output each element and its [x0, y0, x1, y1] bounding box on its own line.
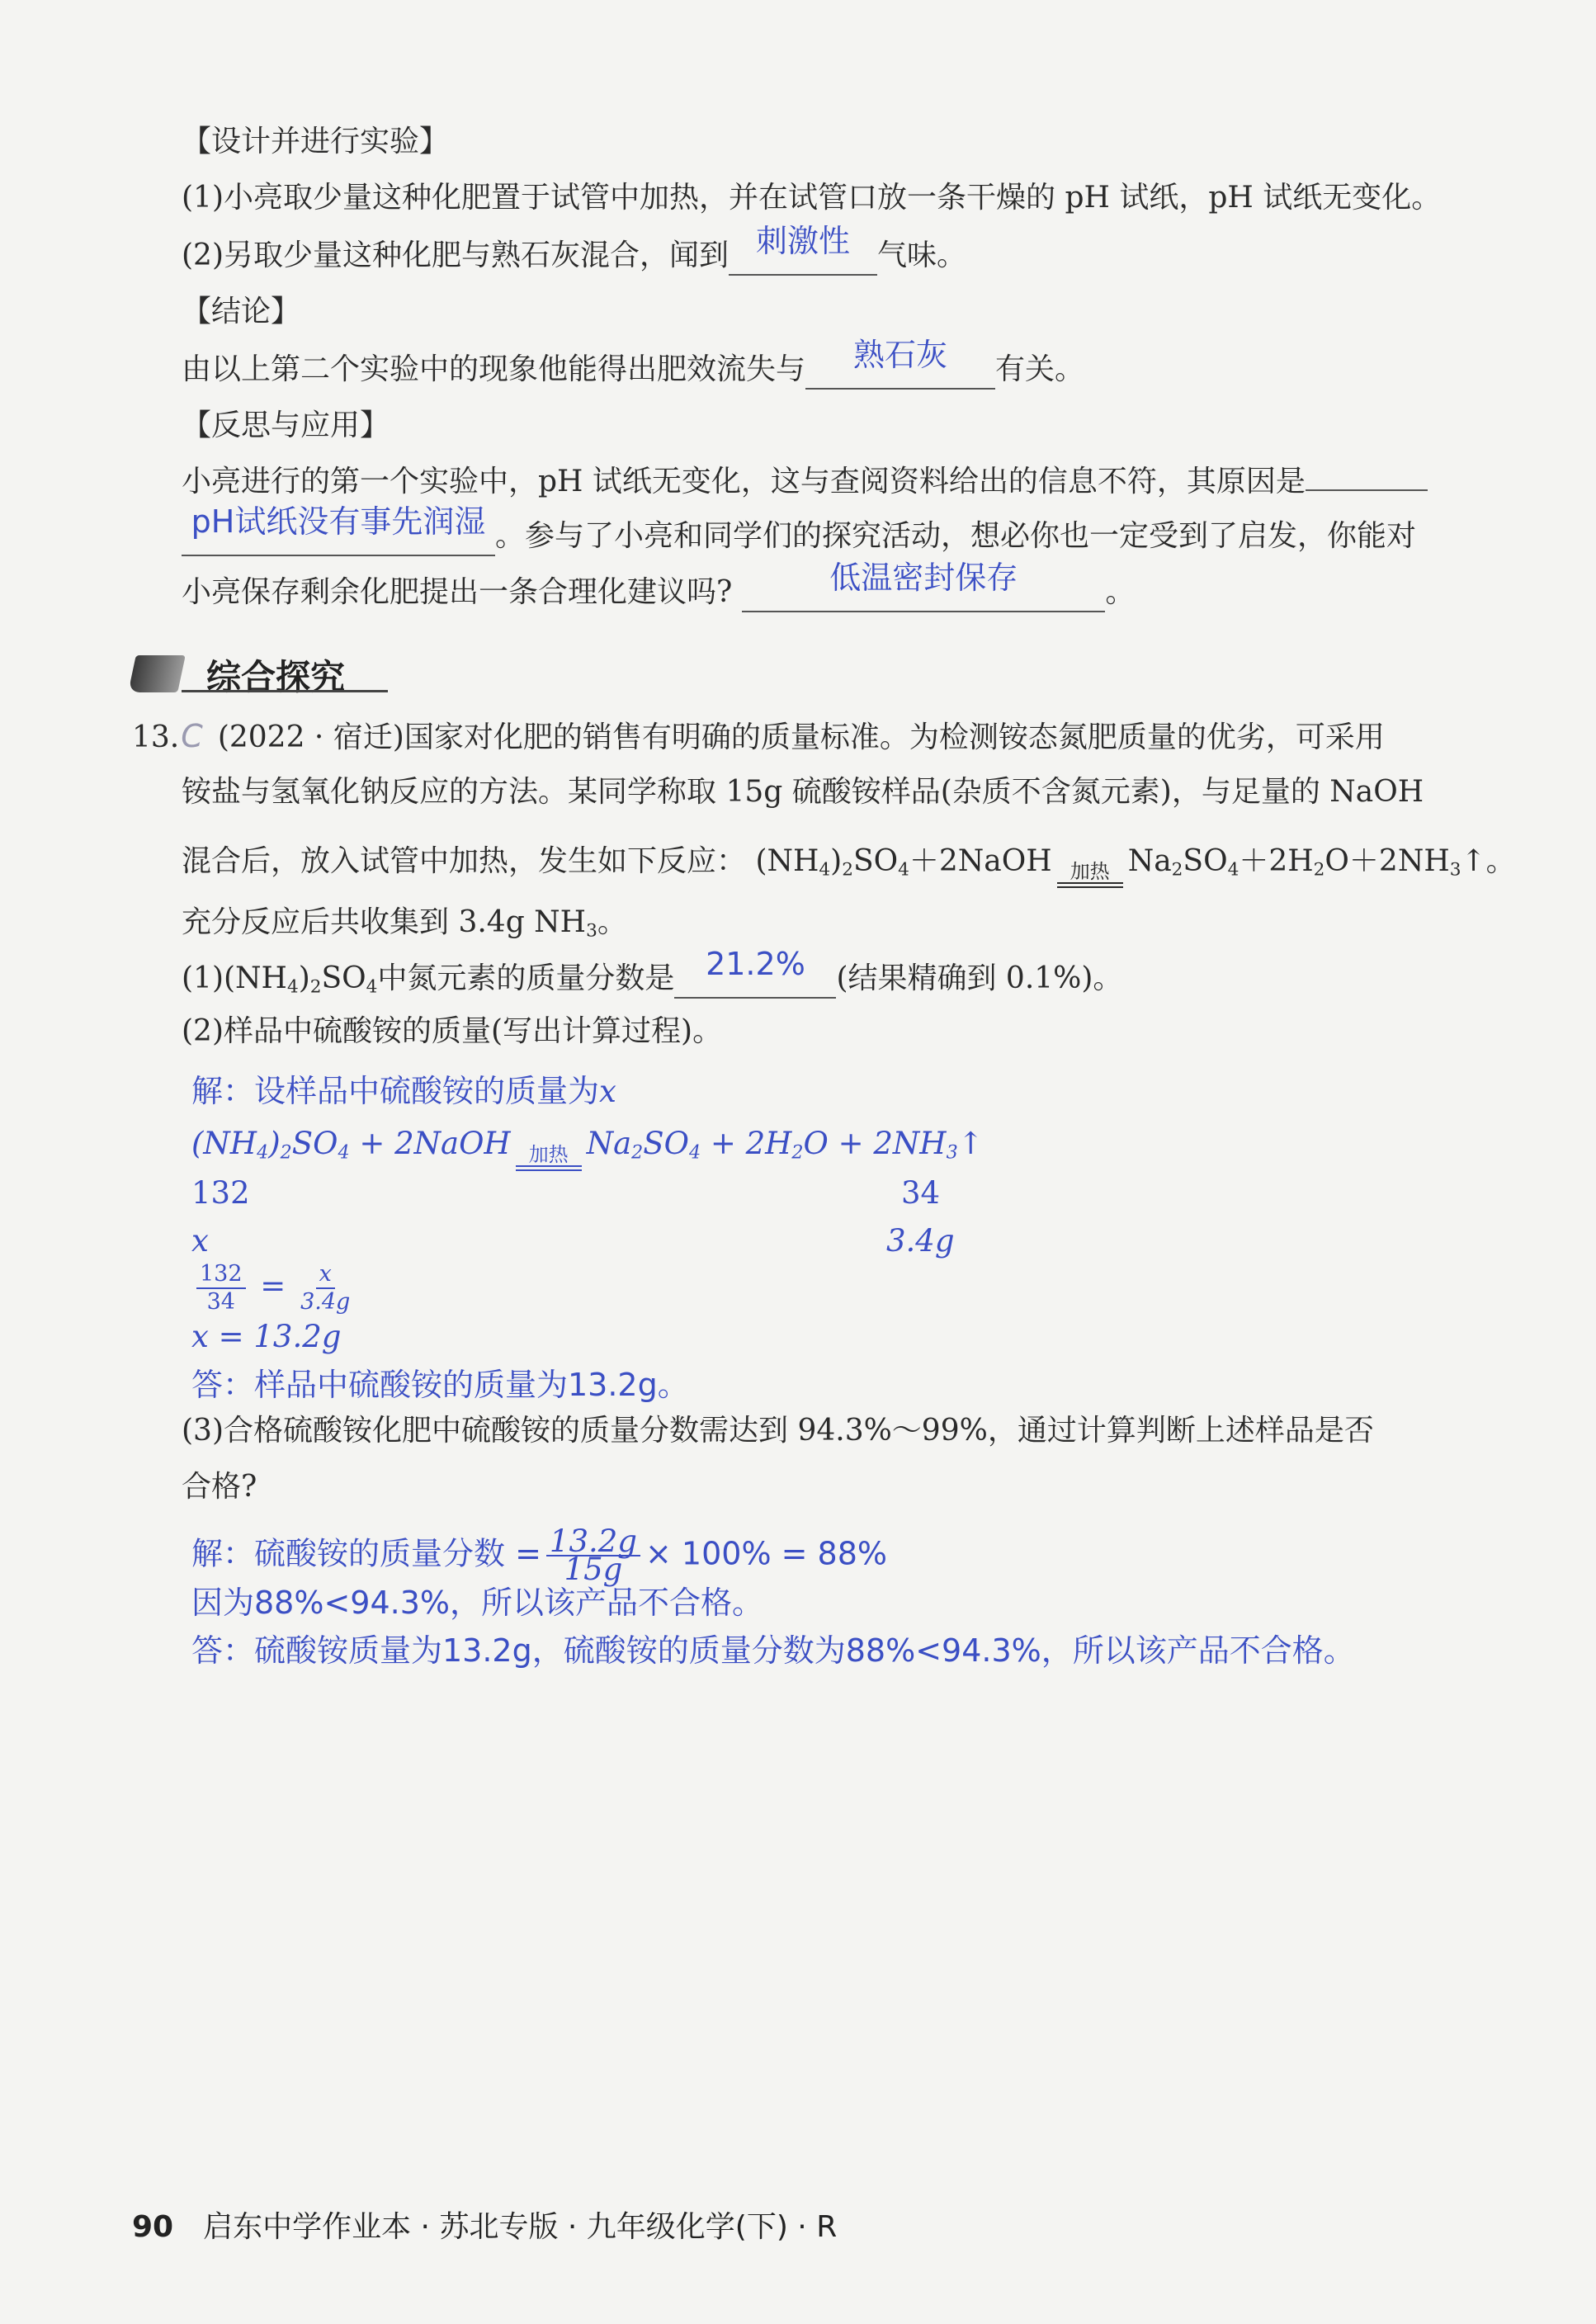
section-title: 综合探究 — [206, 657, 346, 697]
proportion: $\frac{132}{34}$ = $\frac{x}{3.4g}$ — [191, 1261, 355, 1316]
section-rule — [182, 690, 388, 692]
handwritten-answer: 刺激性 — [755, 223, 850, 259]
section-band-icon — [128, 655, 186, 692]
solution-3-line-1: 解：硫酸铵的质量分数 = $\frac{13.2g}{15g}$ × 100% = 88% — [191, 1523, 888, 1587]
ratio-row-1-right: 34 — [901, 1175, 941, 1211]
page-footer — [132, 2204, 837, 2246]
answer-blank — [182, 503, 495, 556]
solution-3-line-3: 答：硫酸铵质量为13.2g，硫酸铵的质量分数为88%<94.3%，所以该产品不合格。 — [191, 1632, 1355, 1669]
ratio-row-2-right: 3.4g — [886, 1223, 955, 1259]
experiment-1-text: (1)小亮取少量这种化肥置于试管中加热，并在试管口放一条干燥的 pH 试纸，pH 试纸无变化。 — [182, 181, 1442, 215]
fraction: $\frac{132}{34}$ — [196, 1261, 246, 1316]
question-text: 混合后，放入试管中加热，发生如下反应： — [182, 844, 747, 878]
fraction: $\frac{13.2g}{15g}$ — [546, 1528, 640, 1583]
page-number: 90 — [132, 2210, 174, 2244]
handwritten-answer: 21.2% — [706, 946, 805, 982]
section-header — [132, 647, 388, 697]
difficulty-mark: C — [181, 718, 203, 754]
answer-blank — [742, 560, 1105, 612]
q13-line-2: 铵盐与氢氧化钠反应的方法。某同学称取 15g 硫酸铵样品(杂质不含氮元素)，与足量的 NaOH — [182, 775, 1424, 809]
q13-part-2: (2)样品中硫酸铵的质量(写出计算过程)。 — [182, 1014, 723, 1048]
conclusion-text: 由以上第二个实验中的现象他能得出肥效流失与 — [182, 352, 806, 386]
reaction-condition: 加热 — [1057, 861, 1123, 888]
fraction: $\frac{x}{3.4g}$ — [300, 1261, 351, 1315]
q13-part-3-line-1: (3)合格硫酸铵化肥中硫酸铵的质量分数需达到 94.3%～99%，通过计算判断上述样品是否 — [182, 1414, 1374, 1448]
conclusion-suffix: 有关。 — [995, 352, 1085, 386]
experiment-2-line — [182, 223, 967, 276]
q13-line-3 — [182, 843, 1516, 888]
reflection-suffix: 。 — [1105, 575, 1136, 609]
solution-2-intro: 解：设样品中硫酸铵的质量为x — [191, 1073, 616, 1109]
answer-blank — [805, 337, 995, 390]
question-text: (2022 · 宿迁)国家对化肥的销售有明确的质量标准。为检测铵态氮肥质量的优劣，可采用 — [217, 720, 1385, 754]
solution-2-equation: $(NH_4)_2SO_4$ + 2NaOH 加热 $Na_2SO_4 + 2H_2O$ + $2NH_3↑$ — [191, 1126, 984, 1171]
q13-line-1 — [132, 718, 1385, 756]
design-heading: 【设计并进行实验】 — [182, 125, 450, 158]
q13-line-4: 充分反应后共收集到 3.4g $NH_3$。 — [182, 905, 627, 942]
solution-3-line-2: 因为88%<94.3%，所以该产品不合格。 — [191, 1585, 764, 1621]
answer-blank — [674, 946, 836, 999]
handwritten-answer: 低温密封保存 — [829, 560, 1018, 596]
reflection-line-2 — [182, 503, 1417, 556]
reflection-text: 小亮进行的第一个实验中，pH 试纸无变化，这与查阅资料给出的信息不符，其原因是 — [182, 465, 1306, 498]
solution-2-answer: 答：样品中硫酸铵的质量为13.2g。 — [191, 1367, 689, 1403]
answer-blank — [1306, 489, 1428, 491]
question-number: 13. — [132, 720, 180, 754]
handwritten-answer: pH试纸没有事先润湿 — [191, 503, 486, 540]
experiment-2-suffix: 气味。 — [877, 239, 967, 272]
reflection-line-3 — [182, 560, 1136, 612]
answer-blank — [729, 223, 877, 276]
reflection-text: 小亮保存剩余化肥提出一条合理化建议吗? — [182, 575, 733, 609]
handwritten-answer: 熟石灰 — [853, 337, 948, 373]
conclusion-line — [182, 337, 1085, 390]
book-title: 启东中学作业本 · 苏北专版 · 九年级化学(下) · R — [203, 2210, 838, 2244]
q13-part-3-line-2: 合格? — [182, 1470, 257, 1504]
reflection-text: 。参与了小亮和同学们的探究活动，想必你也一定受到了启发，你能对 — [495, 519, 1417, 553]
experiment-2-text: (2)另取少量这种化肥与熟石灰混合，闻到 — [182, 239, 729, 272]
q13-part-1: $(1)(NH_4)_2SO_4$中氮元素的质量分数是 21.2% (结果精确到 0.1%)。 — [182, 946, 1123, 998]
chemical-equation: $(NH_4)_2SO_4+2NaOH$ 加热 $Na_2SO_4+2H_2O+2NH_3↑$。 — [755, 844, 1515, 878]
reflection-line-1 — [182, 464, 1428, 500]
solution-2-result: x = 13.2g — [191, 1319, 342, 1354]
reflection-heading: 【反思与应用】 — [182, 409, 390, 442]
ratio-row-1-left: 132 — [191, 1175, 250, 1211]
conclusion-heading: 【结论】 — [182, 295, 301, 328]
reaction-condition: 加热 — [516, 1144, 582, 1171]
ratio-row-2-left: x — [191, 1223, 209, 1259]
